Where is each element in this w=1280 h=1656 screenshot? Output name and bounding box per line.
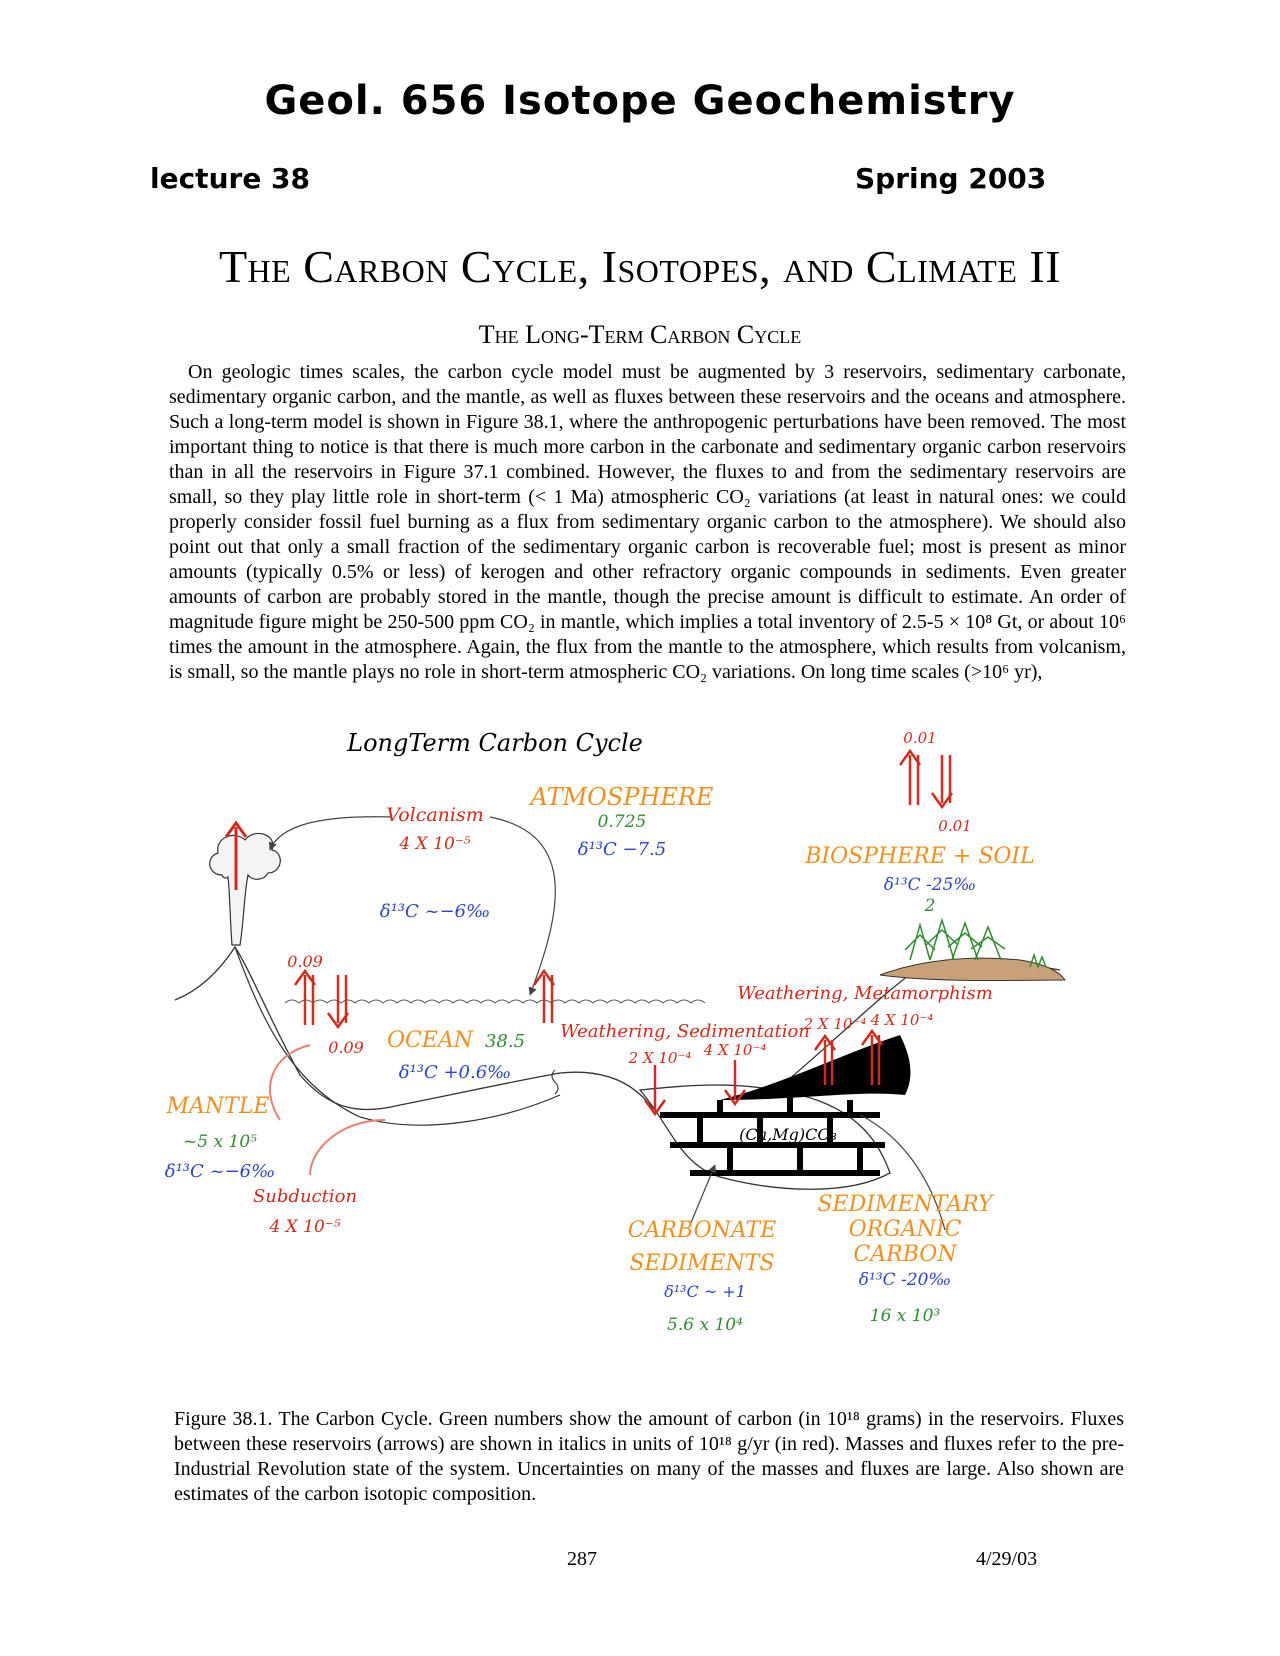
- biosphere-delta: δ¹³C -25‰: [883, 875, 977, 895]
- mantle-mass: ~5 x 10⁵: [183, 1132, 257, 1152]
- weathering-metamorphism-label: Weathering, Metamorphism: [737, 983, 993, 1004]
- carbonate-formula: (Ca,Mg)CO₃: [739, 1125, 837, 1144]
- biosphere-flux-up: 0.01: [903, 729, 937, 747]
- biosphere-flux-arrows: [900, 751, 952, 807]
- figure-caption: Figure 38.1. The Carbon Cycle. Green numbers show the amount of carbon (in 10¹⁸ grams) in the reservoirs. Fluxes between these reservoirs (arrows) are shown in italics in units of 10¹⁸ g/yr (in red). Masses and fluxes refer to the pre-Industrial Revolution state of the system. Uncertainties on many of the masses and fluxes are large. Also shown are estimates of the carbon isotopic composition.: [174, 1408, 1124, 1505]
- subduction-flux: 4 X 10⁻⁵: [269, 1217, 341, 1237]
- lecture-number: lecture 38: [150, 162, 311, 195]
- carbon-cycle-figure: [160, 729, 1120, 1405]
- sedimentation-flux-a: 2 X 10⁻⁴: [628, 1049, 692, 1067]
- ocean-flux-up: 0.09: [287, 952, 323, 971]
- page-number: 287: [567, 1548, 597, 1570]
- metamorphism-flux-b: 4 X 10⁻⁴: [870, 1011, 934, 1029]
- atmosphere-mass: 0.725: [597, 812, 647, 832]
- organic-label-line2: ORGANIC: [848, 1217, 962, 1242]
- biosphere-mass: 2: [924, 896, 936, 916]
- ocean-delta: δ¹³C +0.6‰: [398, 1062, 512, 1083]
- ocean-atmosphere-flux-arrows: [295, 971, 554, 1027]
- forest: [905, 920, 1046, 967]
- organic-label-line3: CARBON: [853, 1242, 957, 1267]
- ocean-flux-down: 0.09: [328, 1038, 364, 1057]
- carbonate-label-line2: SEDIMENTS: [629, 1251, 775, 1276]
- volcano-plume: [210, 833, 281, 945]
- figure-title: LongTerm Carbon Cycle: [347, 729, 643, 757]
- volcanism-connector: [270, 817, 392, 850]
- atmosphere-connector: [490, 817, 555, 995]
- page-title: The Carbon Cycle, Isotopes, and Climate II: [218, 241, 1062, 292]
- ocean-mass: 38.5: [484, 1031, 526, 1052]
- volcanism-delta: δ¹³C ~−6‰: [379, 901, 491, 922]
- sedimentation-flux-b: 4 X 10⁻⁴: [703, 1041, 767, 1059]
- organic-mass: 16 x 10³: [869, 1306, 941, 1326]
- term: Spring 2003: [855, 162, 1047, 195]
- ocean-label: OCEAN: [386, 1028, 474, 1053]
- body-paragraph: On geologic times scales, the carbon cycle model must be augmented by 3 reservoirs, sedimentary carbonate, sedimentary organic carbon, and the mantle, as well as fluxes between these reservoirs and the oceans and atmosphere. Such a long-term model is shown in Figure 38.1, where the anthropogenic perturbations have been removed. The most important thing to notice is that there is much more carbon in the carbonate and sedimentary organic carbon reservoirs than in all the reservoirs in Figure 37.1 combined. However, the fluxes to and from the sedimentary reservoirs are small, so they play little role in short-term (< 1 Ma) atmospheric CO₂ variations (at least in natural ones: we could properly consider fossil fuel burning as a flux from sedimentary organic carbon to the atmosphere). We should also point out that only a small fraction of the sedimentary organic carbon is recoverable fuel; most is present as minor amounts (typically 0.5% or less) of kerogen and other refractory organic compounds in sediments. Even greater amounts of carbon are probably stored in the mantle, though the precise amount is difficult to estimate. An order of magnitude figure might be 250-500 ppm CO₂ in mantle, which implies a total inventory of 2.5-5 × 10⁸ Gt, or about 10⁶ times the amount in the atmosphere. Again, the flux from the mantle to the atmosphere, which results from volcanism, is small, so the mantle plays no role in short-term atmospheric CO₂ variations. On long time scales (>10⁶ yr),: [169, 361, 1126, 683]
- carbonate-delta: δ¹³C ~ +1: [664, 1282, 746, 1301]
- course-title: Geol. 656 Isotope Geochemistry: [264, 78, 1016, 124]
- subduction-arrow-down: [310, 1120, 385, 1175]
- section-heading: The Long-Term Carbon Cycle: [478, 320, 802, 349]
- atmosphere-label: ATMOSPHERE: [530, 783, 714, 811]
- biosphere-label: BIOSPHERE + SOIL: [805, 844, 1035, 869]
- mantle-delta: δ¹³C ~−6‰: [164, 1161, 276, 1182]
- carbonate-mass: 5.6 x 10⁴: [667, 1315, 743, 1335]
- organic-delta: δ¹³C -20‰: [858, 1270, 952, 1290]
- ocean-surface: [285, 1000, 705, 1003]
- subduction-label: Subduction: [252, 1186, 358, 1207]
- organic-label-line1: SEDIMENTARY: [817, 1192, 993, 1217]
- carbonate-label-line1: CARBONATE: [627, 1218, 777, 1243]
- metamorphism-flux-a: 2 X 10⁻⁴: [803, 1015, 867, 1033]
- atmosphere-delta: δ¹³C −7.5: [577, 839, 667, 860]
- volcanism-flux: 4 X 10⁻⁵: [399, 834, 471, 854]
- volcanism-label: Volcanism: [386, 804, 484, 826]
- weathering-sedimentation-label: Weathering, Sedimentation: [560, 1021, 810, 1042]
- soil-layer: [880, 958, 1065, 980]
- mantle-label: MANTLE: [166, 1094, 270, 1119]
- biosphere-flux-down: 0.01: [938, 817, 972, 835]
- footer-date: 4/29/03: [976, 1548, 1038, 1570]
